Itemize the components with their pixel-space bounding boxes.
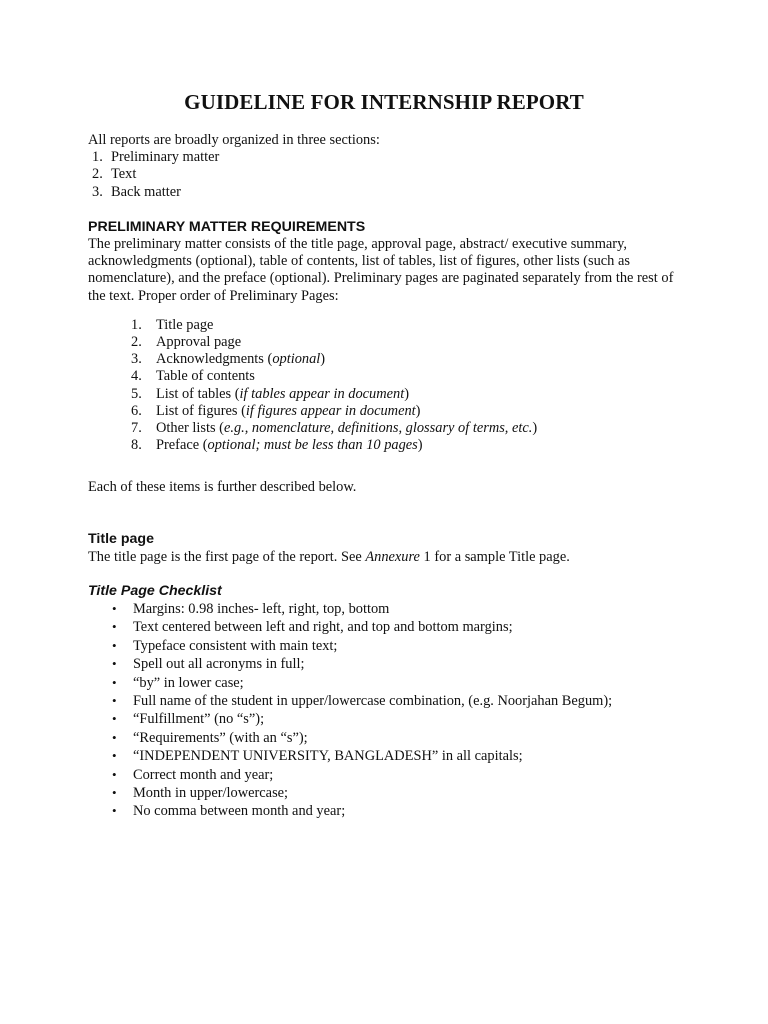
bullet-icon: • [112,692,117,708]
checklist-heading: Title Page Checklist [88,583,222,599]
checklist-list [88,600,678,821]
checklist-item: • Margins: 0.98 inches- left, right, top, bottom [112,601,390,617]
section-heading: Title page [88,531,154,547]
page-title: GUIDELINE FOR INTERNSHIP REPORT [184,90,584,114]
section-heading: PRELIMINARY MATTER REQUIREMENTS [88,219,366,235]
bullet-icon: • [112,619,117,635]
checklist-item: • Text centered between left and right, and top and bottom margins; [112,619,513,636]
list-item: 4. Table of contents [131,368,255,385]
intro-section [88,132,678,201]
checklist-item: • Typeface consistent with main text; [112,637,338,654]
sections-list [88,149,678,201]
title-page-text: The title page is the first page of the report. See Annexure 1 for a sample Title page. [88,549,570,565]
preliminary-order-list [88,317,678,455]
bullet-icon: • [112,729,117,745]
list-item: 1. Preliminary matter [92,149,220,166]
list-item: 5. List of tables (if tables appear in document) [131,385,409,402]
checklist-item: • “INDEPENDENT UNIVERSITY, BANGLADESH” in all capitals; [112,748,523,765]
bullet-icon: • [112,637,117,653]
checklist-item: • Correct month and year; [112,766,274,783]
bullet-icon: • [112,674,117,690]
described-below-text: Each of these items is further described below. [88,479,357,495]
bullet-icon: • [112,803,117,819]
list-item: 6. List of figures (if figures appear in document) [131,402,421,419]
bullet-icon: • [112,711,117,727]
title-page-checklist [88,582,678,821]
list-item: 8. Preface (optional; must be less than 10 pages) [131,437,423,454]
checklist-item: • Full name of the student in upper/lowercase combination, (e.g. Noorjahan Begum); [112,692,613,709]
bullet-icon: • [112,601,117,616]
preliminary-paragraph: The preliminary matter consists of the title page, approval page, abstract/ executive summary, acknowledgments (optional), table of contents, list of tables, list of figures, other lists (such as nomenclature), and the preface (optional). Preliminary pages are paginated separately from the rest of the text. Proper order of Preliminary Pages: [88,236,674,304]
list-item: 7. Other lists (e.g., nomenclature, definitions, glossary of terms, etc.) [131,420,538,437]
checklist-item: • “Fulfillment” (no “s”); [112,711,265,728]
bullet-icon: • [112,748,117,764]
preliminary-section [88,218,678,454]
checklist-item: • Month in upper/lowercase; [112,784,289,801]
list-item: 2. Approval page [131,334,242,351]
list-item: 2. Text [92,166,137,183]
list-item: 1. Title page [131,316,214,333]
bullet-icon: • [112,766,117,782]
checklist-item: • “by” in lower case; [112,674,244,691]
checklist-item: • Spell out all acronyms in full; [112,656,305,673]
bullet-icon: • [112,656,117,672]
title-page-section [88,530,678,566]
intro-text: All reports are broadly organized in three sections: [88,132,380,148]
bullet-icon: • [112,784,117,800]
list-item: 3. Back matter [92,183,181,200]
checklist-item: • No comma between month and year; [112,803,346,820]
checklist-item: • “Requirements” (with an “s”); [112,729,308,746]
list-item: 3. Acknowledgments (optional) [131,351,326,368]
